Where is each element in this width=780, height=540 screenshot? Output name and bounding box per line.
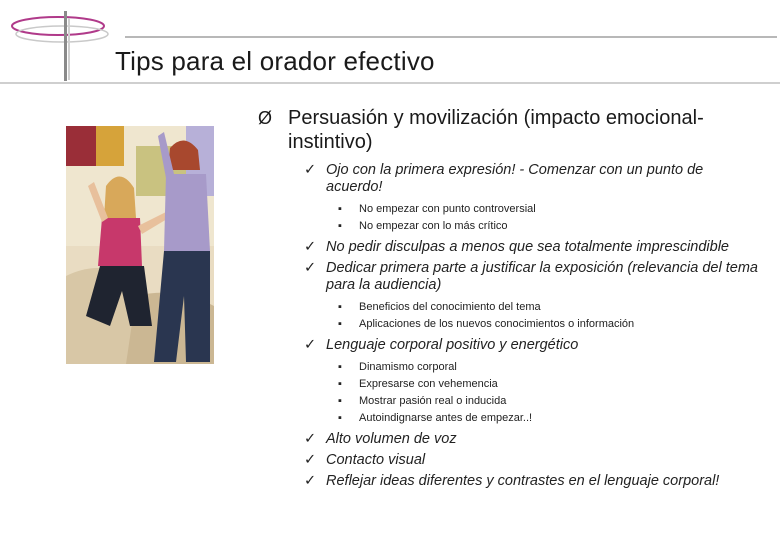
check-item (304, 162, 758, 196)
check-item (304, 239, 758, 256)
main-bullet-text: Persuasión y movilización (impacto emocional-instintivo) (288, 107, 704, 153)
check-item (304, 260, 758, 294)
main-bullet (258, 106, 758, 154)
sub-item (338, 218, 758, 235)
check-item-text: Lenguaje corporal positivo y energético (326, 337, 579, 353)
square-bullet-icon: ▪ (338, 378, 342, 390)
square-bullet-icon: ▪ (338, 395, 342, 407)
check-icon: ✓ (304, 473, 317, 489)
check-item-text: Dedicar primera parte a justificar la exposición (relevancia del tema para la audiencia) (326, 260, 758, 293)
arrow-bullet-icon: Ø (258, 108, 273, 128)
sub-item (338, 299, 758, 316)
check-item (304, 452, 758, 469)
sub-item (338, 359, 758, 376)
sub-item-text: Dinamismo corporal (359, 361, 457, 373)
sub-item-text: Autoindignarse antes de empezar..! (359, 412, 533, 424)
check-item (304, 473, 758, 490)
check-icon: ✓ (304, 260, 317, 276)
sub-item (338, 201, 758, 218)
square-bullet-icon: ▪ (338, 220, 342, 232)
sub-item (338, 410, 758, 427)
sub-list (258, 299, 758, 333)
slide-title: Tips para el orador efectivo (115, 46, 435, 76)
check-item-text: Reflejar ideas diferentes y contrastes en el lenguaje corporal! (326, 473, 720, 489)
check-icon: ✓ (304, 162, 317, 178)
square-bullet-icon: ▪ (338, 361, 342, 373)
check-item-text: Ojo con la primera expresión! - Comenzar con un punto de acuerdo! (326, 162, 704, 195)
sub-item-text: Aplicaciones de los nuevos conocimientos o información (359, 318, 635, 330)
sub-list (258, 359, 758, 427)
check-item-text: Contacto visual (326, 452, 426, 468)
sub-item-text: Mostrar pasión real o inducida (359, 395, 507, 407)
check-icon: ✓ (304, 431, 317, 447)
logo-icon (10, 8, 120, 84)
check-item (304, 431, 758, 448)
sub-item-text: Beneficios del conocimiento del tema (359, 301, 541, 313)
check-icon: ✓ (304, 452, 317, 468)
check-icon: ✓ (304, 337, 317, 353)
women-cheering-photo (66, 126, 214, 364)
title-rule (0, 82, 780, 84)
check-item-text: Alto volumen de voz (326, 431, 457, 447)
check-item (304, 337, 758, 354)
sub-list (258, 201, 758, 235)
square-bullet-icon: ▪ (338, 203, 342, 215)
check-item-text: No pedir disculpas a menos que sea totalmente imprescindible (326, 239, 729, 255)
sub-item (338, 316, 758, 333)
sub-item-text: Expresarse con vehemencia (359, 378, 498, 390)
square-bullet-icon: ▪ (338, 318, 342, 330)
sub-item (338, 393, 758, 410)
bullet-content (258, 106, 758, 490)
check-icon: ✓ (304, 239, 317, 255)
sub-item (338, 376, 758, 393)
square-bullet-icon: ▪ (338, 412, 342, 424)
square-bullet-icon: ▪ (338, 301, 342, 313)
sub-item-text: No empezar con punto controversial (359, 203, 536, 215)
header-rule (125, 36, 777, 38)
sub-item-text: No empezar con lo más crítico (359, 220, 508, 232)
